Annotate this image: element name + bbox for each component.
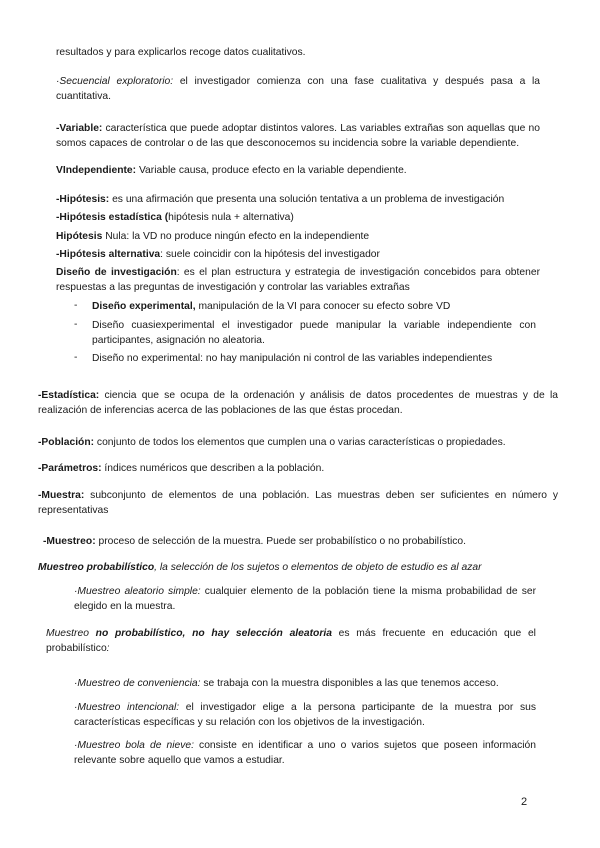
poblacion-paragraph — [38, 436, 558, 451]
no-prob-lead: Muestreo — [46, 628, 96, 639]
poblacion-term: -Población: — [38, 437, 95, 448]
hip-estadistica-paragraph — [56, 211, 540, 226]
bola-nieve-paragraph — [74, 739, 536, 768]
poblacion-text: conjunto de todos los elementos que cumplen una o varias características o propiedades. — [94, 437, 506, 448]
muestra-term: -Muestra: — [38, 490, 85, 501]
diseno-list-item — [92, 300, 536, 315]
hip-alternativa-paragraph — [56, 248, 540, 263]
bola-nieve-text: consiste en identificar a uno o varios sujetos que poseen información relevante sobre aquello que vamos a estudiar. — [74, 740, 536, 766]
list-dash: - — [74, 352, 78, 363]
aleatorio-simple-text: cualquier elemento de la población tiene la misma probabilidad de ser elegido en la muestra. — [74, 586, 537, 612]
no-probabilistico-paragraph — [46, 627, 536, 656]
estadistica-text: ciencia que se ocupa de la ordenación y análisis de datos procedentes de muestras y de la realización de inferencias acerca de las poblaciones de las que éstas procedan. — [38, 390, 558, 416]
intencional-paragraph — [74, 701, 536, 730]
intencional-term: ·Muestreo intencional: — [74, 702, 180, 713]
vindependiente-text: Variable causa, produce efecto en la variable dependiente. — [136, 165, 407, 176]
muestra-paragraph — [38, 489, 558, 518]
secuencial-text: el investigador comienza con una fase cualitativa y después pasa a la cuantitativa. — [56, 76, 540, 102]
list-dash: - — [74, 319, 78, 330]
estadistica-paragraph — [38, 389, 558, 418]
diseno-text: : es el plan estructura y estrategia de investigación concebidos para obtener respuestas a las preguntas de investigación y controlar las variables extrañas — [56, 267, 540, 293]
hip-estadistica-text: hipótesis nula + alternativa) — [168, 212, 294, 223]
vindependiente-term: VIndependiente: — [56, 165, 137, 176]
conveniencia-term: ·Muestreo de conveniencia: — [74, 678, 201, 689]
diseno-item-text: Diseño cuasiexperimental el investigador puede manipular la variable independiente con participantes, asignación no aleatoria. — [92, 320, 536, 346]
bola-nieve-term: ·Muestreo bola de nieve: — [74, 740, 194, 751]
diseno-item-text: manipulación de la VI para conocer su efecto sobre VD — [195, 301, 451, 312]
list-dash: - — [74, 300, 78, 311]
diseno-item-term: Diseño experimental, — [92, 301, 196, 312]
hip-alternativa-term: -Hipótesis alternativa — [56, 249, 161, 260]
secuencial-term: ·Secuencial exploratorio: — [56, 76, 174, 87]
intencional-text: el investigador elige a la persona participante de la muestra por sus características específicas y su relación con los objetivos de la investigación. — [74, 702, 536, 728]
hip-nula-paragraph — [56, 230, 540, 245]
hipotesis-text: es una afirmación que presenta una solución tentativa a un problema de investigación — [109, 194, 505, 205]
hip-estadistica-term: -Hipótesis estadística ( — [56, 212, 169, 223]
conveniencia-paragraph — [74, 677, 536, 692]
page-number: 2 — [521, 796, 528, 808]
muestreo-prob-text: , la selección de los sujetos o elementos de objeto de estudio es al azar — [154, 562, 482, 573]
diseno-item-text: Diseño no experimental: no hay manipulación ni control de las variables independientes — [92, 353, 493, 364]
estadistica-term: -Estadística: — [38, 390, 100, 401]
muestreo-term: -Muestreo: — [43, 536, 96, 547]
conveniencia-text: se trabaja con la muestra disponibles a las que tenemos acceso. — [200, 678, 499, 689]
muestreo-probabilistico-paragraph — [38, 561, 558, 576]
diseno-term: Diseño de investigación — [56, 267, 177, 278]
muestreo-text: proceso de selección de la muestra. Puede ser probabilístico o no probabilístico. — [95, 536, 466, 547]
secuencial-paragraph — [56, 75, 540, 104]
diseno-list-item — [92, 319, 536, 348]
muestreo-prob-term: Muestreo probabilístico — [38, 562, 155, 573]
muestreo-paragraph — [43, 535, 553, 550]
hipotesis-term: -Hipótesis: — [56, 194, 110, 205]
variable-text: característica que puede adoptar distintos valores. Las variables extrañas son aquellas que no somos capaces de controlar o de las que desconocemos su incidencia sobre la variable dependiente. — [56, 123, 540, 149]
parametros-paragraph — [38, 462, 558, 477]
parametros-text: índices numéricos que describen a la población. — [101, 463, 325, 474]
aleatorio-simple-paragraph — [74, 585, 536, 614]
vindependiente-paragraph — [56, 164, 540, 179]
hip-nula-text: Nula: la VD no produce ningún efecto en la independiente — [102, 231, 370, 242]
intro-end-paragraph — [56, 46, 540, 61]
no-prob-text: es más frecuente en educación que el probabilístico — [46, 628, 536, 654]
hip-nula-term: Hipótesis — [56, 231, 103, 242]
muestra-text: subconjunto de elementos de una población. Las muestras deben ser suficientes en número y representativas — [38, 490, 558, 516]
hip-alternativa-text: : suele coincidir con la hipótesis del investigador — [160, 249, 380, 260]
no-prob-term: no probabilístico, no hay selección aleatoria — [95, 628, 332, 639]
no-prob-tail: : — [106, 642, 110, 654]
parametros-term: -Parámetros: — [38, 463, 102, 474]
variable-term: -Variable: — [56, 123, 103, 134]
hipotesis-paragraph — [56, 193, 540, 208]
variable-paragraph — [56, 122, 540, 151]
intro-end-text: resultados y para explicarlos recoge datos cualitativos. — [56, 47, 306, 58]
aleatorio-simple-term: ·Muestreo aleatorio simple: — [74, 586, 201, 597]
diseno-list-item — [92, 352, 536, 367]
diseno-paragraph — [56, 266, 540, 295]
